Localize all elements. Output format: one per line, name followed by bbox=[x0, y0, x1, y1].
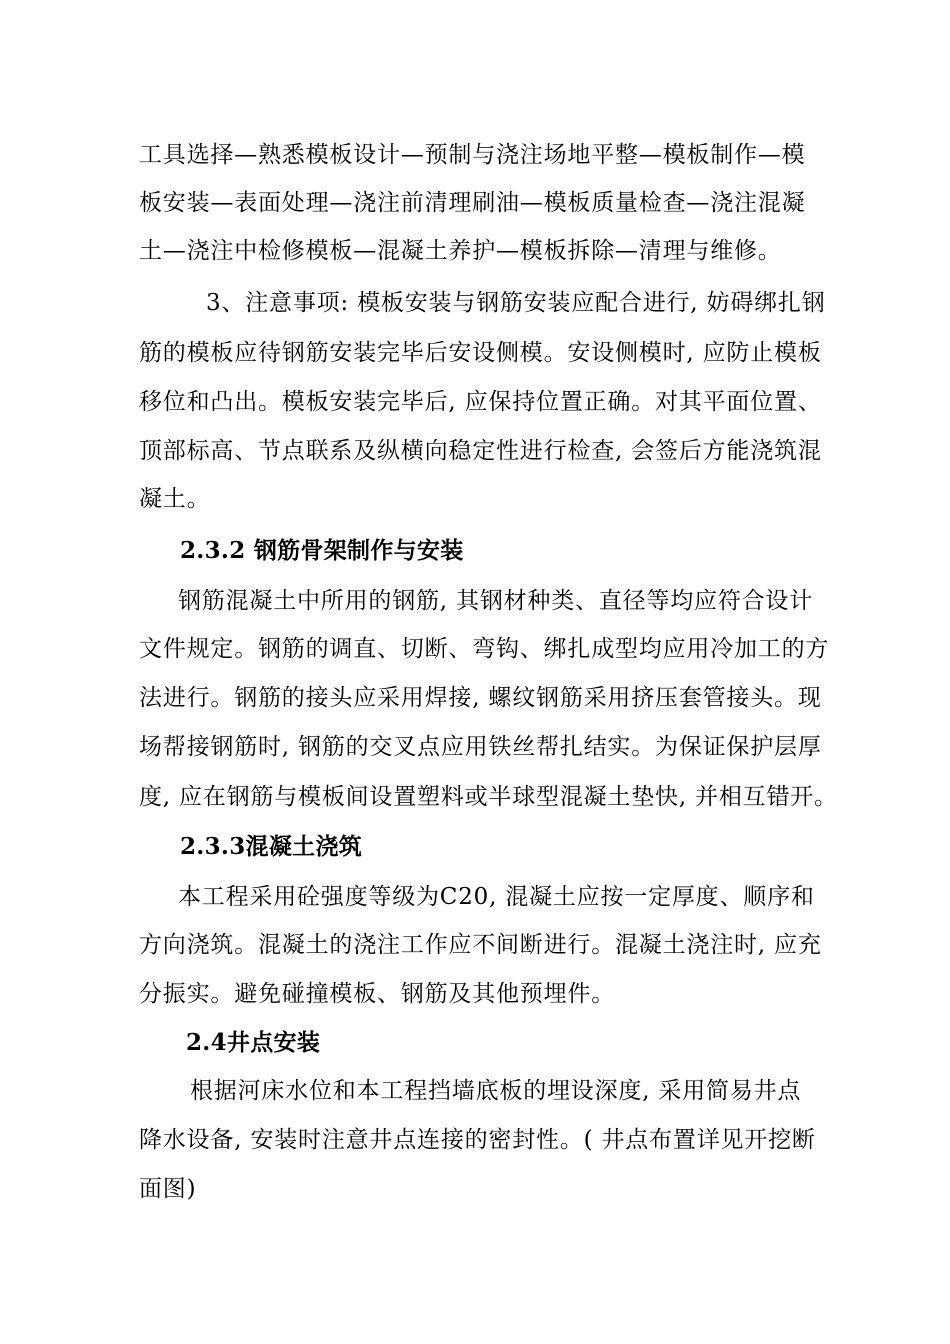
body-text-line: 场帮接钢筋时, 钢筋的交叉点应用铁丝帮扎结实。为保证保护层厚 bbox=[139, 734, 822, 760]
body-text-line: 法进行。钢筋的接头应采用焊接, 螺纹钢筋采用挤压套管接头。现 bbox=[139, 685, 822, 711]
paragraph-start: 根据河床水位和本工程挡墙底板的埋设深度, 采用简易井点 bbox=[190, 1078, 802, 1104]
body-text-line: 度, 应在钢筋与模板间设置塑料或半球型混凝土垫快, 并相互错开。 bbox=[139, 784, 838, 810]
paragraph-start: 钢筋混凝土中所用的钢筋, 其钢材种类、直径等均应符合设计 bbox=[178, 588, 814, 614]
body-text-line: 降水设备, 安装时注意井点连接的密封性。( 井点布置详见开挖断 bbox=[139, 1127, 816, 1153]
body-text-line: 凝土。 bbox=[139, 486, 211, 512]
body-text-line: 文件规定。钢筋的调直、切断、弯钩、绑扎成型均应用冷加工的方 bbox=[139, 636, 830, 662]
paragraph-note-start: 3、注意事项: 模板安装与钢筋安装应配合进行, 妨碍绑扎钢 bbox=[206, 290, 826, 316]
body-text-line: 筋的模板应待钢筋安装完毕后安设侧模。安设侧模时, 应防止模板 bbox=[139, 340, 822, 366]
body-text-line: 面图) bbox=[139, 1176, 197, 1202]
paragraph-start: 本工程采用砼强度等级为C20, 混凝土应按一定厚度、顺序和 bbox=[178, 884, 815, 910]
body-text-line: 土—浇注中检修模板—混凝土养护—模板拆除—清理与维修。 bbox=[139, 238, 782, 264]
section-heading-2-4: 2.4井点安装 bbox=[186, 1029, 321, 1056]
section-heading-2-3-2: 2.3.2 钢筋骨架制作与安装 bbox=[180, 537, 464, 564]
body-text-line: 工具选择—熟悉模板设计—预制与浇注场地平整—模板制作—模 bbox=[139, 142, 806, 168]
body-text-line: 移位和凸出。模板安装完毕后, 应保持位置正确。对其平面位置、 bbox=[139, 389, 822, 415]
section-heading-2-3-3: 2.3.3混凝土浇筑 bbox=[180, 833, 363, 860]
body-text-line: 方向浇筑。混凝土的浇注工作应不间断进行。混凝土浇注时, 应充 bbox=[139, 932, 822, 958]
body-text-line: 分振实。避免碰撞模板、钢筋及其他预埋件。 bbox=[139, 981, 615, 1007]
body-text-line: 板安装—表面处理—浇注前清理刷油—模板质量检查—浇注混凝 bbox=[139, 190, 806, 216]
body-text-line: 顶部标高、节点联系及纵横向稳定性进行检查, 会签后方能浇筑混 bbox=[139, 438, 822, 464]
